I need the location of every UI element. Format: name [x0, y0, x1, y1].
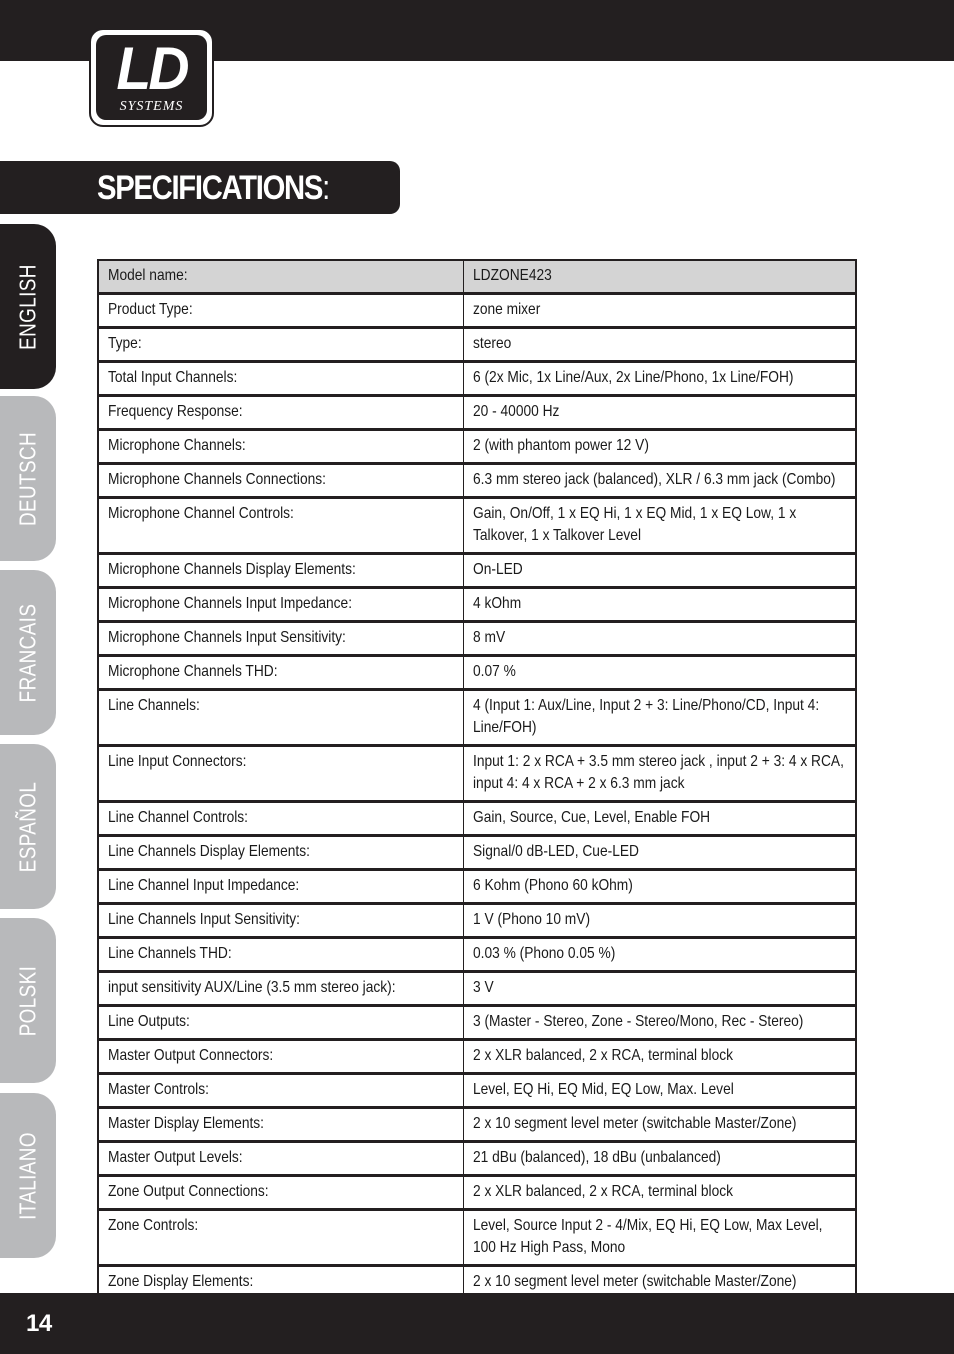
spec-value: Level, EQ Hi, EQ Mid, EQ Low, Max. Level: [472, 1081, 734, 1098]
spec-value-cell: [463, 260, 856, 294]
spec-label: input sensitivity AUX/Line (3.5 mm stereo jack):: [108, 979, 396, 996]
spec-value: 2 x 10 segment level meter (switchable Master/Zone): [472, 1273, 797, 1290]
table-row: [98, 972, 856, 1006]
tab-language-text: ESPAÑOL: [14, 781, 41, 872]
spec-value: 3 V: [472, 979, 494, 996]
spec-value: On-LED: [472, 561, 523, 578]
spec-value-cell: [463, 1108, 856, 1142]
spec-label: Microphone Channel Controls:: [108, 505, 294, 522]
spec-value: Gain, Source, Cue, Level, Enable FOH: [472, 809, 710, 826]
spec-value: 4 (Input 1: Aux/Line, Input 2 + 3: Line/Phono/CD, Input 4: Line/FOH): [472, 697, 819, 736]
spec-value-cell: [463, 1142, 856, 1176]
spec-value-cell: [463, 1074, 856, 1108]
table-row: [98, 396, 856, 430]
spec-label-cell: [98, 690, 463, 746]
spec-label: Master Output Connectors:: [108, 1047, 274, 1064]
spec-label-cell: [98, 622, 463, 656]
spec-value: 1 V (Phono 10 mV): [472, 911, 590, 928]
spec-value: 20 - 40000 Hz: [472, 403, 559, 420]
spec-label-cell: [98, 904, 463, 938]
spec-label-cell: [98, 1210, 463, 1266]
spec-value-cell: [463, 1006, 856, 1040]
table-row: [98, 554, 856, 588]
spec-value-cell: [463, 870, 856, 904]
spec-label: Line Channels Input Sensitivity:: [108, 911, 300, 928]
spec-value: 8 mV: [472, 629, 505, 646]
spec-value-cell: [463, 464, 856, 498]
spec-value-cell: [463, 746, 856, 802]
table-row: [98, 430, 856, 464]
logo-ld-text: LD: [116, 35, 187, 102]
spec-label: Microphone Channels Input Sensitivity:: [108, 629, 346, 646]
table-row: [98, 328, 856, 362]
spec-value: Gain, On/Off, 1 x EQ Hi, 1 x EQ Mid, 1 x EQ Low, 1 x Talkover, 1 x Talkover Level: [472, 505, 796, 544]
table-row: [98, 1074, 856, 1108]
spec-label: Zone Output Connections:: [108, 1183, 269, 1200]
table-row: [98, 362, 856, 396]
spec-label: Zone Display Elements:: [108, 1273, 254, 1290]
spec-value-cell: [463, 498, 856, 554]
spec-value: zone mixer: [472, 301, 540, 318]
tab-language-text: POLSKI: [14, 965, 41, 1036]
spec-label-cell: [98, 972, 463, 1006]
spec-label-cell: [98, 464, 463, 498]
spec-value-cell: [463, 836, 856, 870]
tab-language-text: DEUTSCH: [14, 431, 41, 526]
spec-label: Zone Controls:: [108, 1217, 199, 1234]
spec-value: LDZONE423: [472, 267, 552, 284]
spec-value: stereo: [472, 335, 511, 352]
spec-label: Line Channel Input Impedance:: [108, 877, 300, 894]
table-row: [98, 294, 856, 328]
tab-language-label: [15, 957, 42, 1043]
spec-value: Signal/0 dB-LED, Cue-LED: [472, 843, 639, 860]
spec-value-cell: [463, 656, 856, 690]
specifications-table: [97, 259, 857, 1301]
tab-language-label: [15, 1122, 42, 1229]
spec-label: Model name:: [108, 267, 188, 284]
spec-label: Microphone Channels THD:: [108, 663, 278, 680]
table-row: [98, 690, 856, 746]
spec-label-cell: [98, 260, 463, 294]
tab-language-label: [15, 771, 42, 881]
table-row: [98, 656, 856, 690]
spec-label: Line Channels:: [108, 697, 200, 714]
spec-value-cell: [463, 938, 856, 972]
footer-bar: [0, 1293, 954, 1354]
tab-language-francais[interactable]: [0, 570, 56, 735]
table-row: [98, 1210, 856, 1266]
spec-value-cell: [463, 328, 856, 362]
table-row: [98, 802, 856, 836]
spec-value-cell: [463, 1176, 856, 1210]
spec-label: Product Type:: [108, 301, 193, 318]
spec-value-cell: [463, 802, 856, 836]
spec-value: 2 x XLR balanced, 2 x RCA, terminal block: [472, 1047, 733, 1064]
spec-label-cell: [98, 430, 463, 464]
table-row: [98, 904, 856, 938]
spec-label-cell: [98, 588, 463, 622]
table-row: [98, 622, 856, 656]
spec-label: Master Output Levels:: [108, 1149, 243, 1166]
spec-label-cell: [98, 746, 463, 802]
spec-label-cell: [98, 1074, 463, 1108]
spec-label: Line Outputs:: [108, 1013, 190, 1030]
tab-language-español[interactable]: [0, 744, 56, 909]
spec-label-cell: [98, 870, 463, 904]
spec-value-cell: [463, 588, 856, 622]
tab-language-italiano[interactable]: [0, 1093, 56, 1258]
spec-label: Microphone Channels Connections:: [108, 471, 326, 488]
spec-value: Level, Source Input 2 - 4/Mix, EQ Hi, EQ Low, Max Level, 100 Hz High Pass, Mono: [472, 1217, 823, 1256]
spec-value-cell: [463, 1040, 856, 1074]
spec-value: Input 1: 2 x RCA + 3.5 mm stereo jack , input 2 + 3: 4 x RCA, input 4: 4 x RCA + 2 x 6.3 mm jack: [472, 753, 844, 792]
tab-language-label: [15, 254, 42, 358]
table-row: [98, 260, 856, 294]
spec-value-cell: [463, 1210, 856, 1266]
table-row: [98, 938, 856, 972]
spec-label-cell: [98, 554, 463, 588]
table-row: [98, 870, 856, 904]
table-row: [98, 746, 856, 802]
spec-label-cell: [98, 1108, 463, 1142]
tab-language-text: ENGLISH: [14, 263, 41, 350]
tab-language-text: FRANCAIS: [14, 603, 41, 702]
spec-label-cell: [98, 328, 463, 362]
spec-label: Total Input Channels:: [108, 369, 238, 386]
logo-badge: [96, 35, 207, 120]
spec-value: 6.3 mm stereo jack (balanced), XLR / 6.3 mm jack (Combo): [472, 471, 835, 488]
tab-language-polski[interactable]: [0, 918, 56, 1083]
table-row: [98, 498, 856, 554]
table-row: [98, 1040, 856, 1074]
tab-language-label: [15, 592, 42, 712]
spec-value: 0.03 % (Phono 0.05 %): [472, 945, 615, 962]
spec-value-cell: [463, 294, 856, 328]
table-row: [98, 1108, 856, 1142]
spec-label: Line Channels THD:: [108, 945, 232, 962]
spec-label: Master Display Elements:: [108, 1115, 264, 1132]
spec-label-cell: [98, 498, 463, 554]
spec-value: 2 (with phantom power 12 V): [472, 437, 649, 454]
ld-systems-logo: [89, 28, 214, 127]
spec-label-cell: [98, 802, 463, 836]
table-row: [98, 464, 856, 498]
tab-language-label: [15, 421, 42, 536]
spec-label: Type:: [108, 335, 142, 352]
spec-value-cell: [463, 554, 856, 588]
spec-label-cell: [98, 396, 463, 430]
page-number: 14: [26, 1310, 52, 1337]
spec-label-cell: [98, 656, 463, 690]
spec-value-cell: [463, 972, 856, 1006]
spec-value: 3 (Master - Stereo, Zone - Stereo/Mono, Rec - Stereo): [472, 1013, 803, 1030]
spec-label: Line Input Connectors:: [108, 753, 247, 770]
spec-value: 6 (2x Mic, 1x Line/Aux, 2x Line/Phono, 1x Line/FOH): [472, 369, 793, 386]
spec-value-cell: [463, 904, 856, 938]
spec-value-cell: [463, 430, 856, 464]
spec-value: 21 dBu (balanced), 18 dBu (unbalanced): [472, 1149, 721, 1166]
spec-label: Line Channels Display Elements:: [108, 843, 310, 860]
spec-label-cell: [98, 1142, 463, 1176]
logo-systems-text: SYSTEMS: [119, 99, 184, 114]
spec-label: Master Controls:: [108, 1081, 209, 1098]
spec-label: Microphone Channels:: [108, 437, 246, 454]
table-row: [98, 1142, 856, 1176]
table-row: [98, 588, 856, 622]
tab-language-text: ITALIANO: [14, 1131, 41, 1220]
section-title-text: SPECIFICATIONS: [97, 169, 323, 207]
tab-language-deutsch[interactable]: [0, 396, 56, 561]
table-row: [98, 1006, 856, 1040]
spec-value-cell: [463, 690, 856, 746]
table-row: [98, 1176, 856, 1210]
spec-label-cell: [98, 1040, 463, 1074]
spec-label: Line Channel Controls:: [108, 809, 248, 826]
section-title: [97, 165, 330, 211]
spec-label-cell: [98, 362, 463, 396]
spec-label-cell: [98, 836, 463, 870]
section-title-colon: :: [322, 169, 331, 207]
spec-value-cell: [463, 622, 856, 656]
spec-label: Frequency Response:: [108, 403, 243, 420]
spec-value: 6 Kohm (Phono 60 kOhm): [472, 877, 633, 894]
spec-label: Microphone Channels Display Elements:: [108, 561, 356, 578]
spec-value: 4 kOhm: [472, 595, 521, 612]
spec-value-cell: [463, 396, 856, 430]
spec-label-cell: [98, 938, 463, 972]
spec-value: 2 x 10 segment level meter (switchable Master/Zone): [472, 1115, 797, 1132]
spec-label: Microphone Channels Input Impedance:: [108, 595, 353, 612]
table-row: [98, 836, 856, 870]
spec-value: 2 x XLR balanced, 2 x RCA, terminal block: [472, 1183, 733, 1200]
tab-language-english[interactable]: [0, 224, 56, 389]
spec-label-cell: [98, 1006, 463, 1040]
spec-value: 0.07 %: [472, 663, 516, 680]
spec-value-cell: [463, 362, 856, 396]
spec-label-cell: [98, 294, 463, 328]
spec-label-cell: [98, 1176, 463, 1210]
